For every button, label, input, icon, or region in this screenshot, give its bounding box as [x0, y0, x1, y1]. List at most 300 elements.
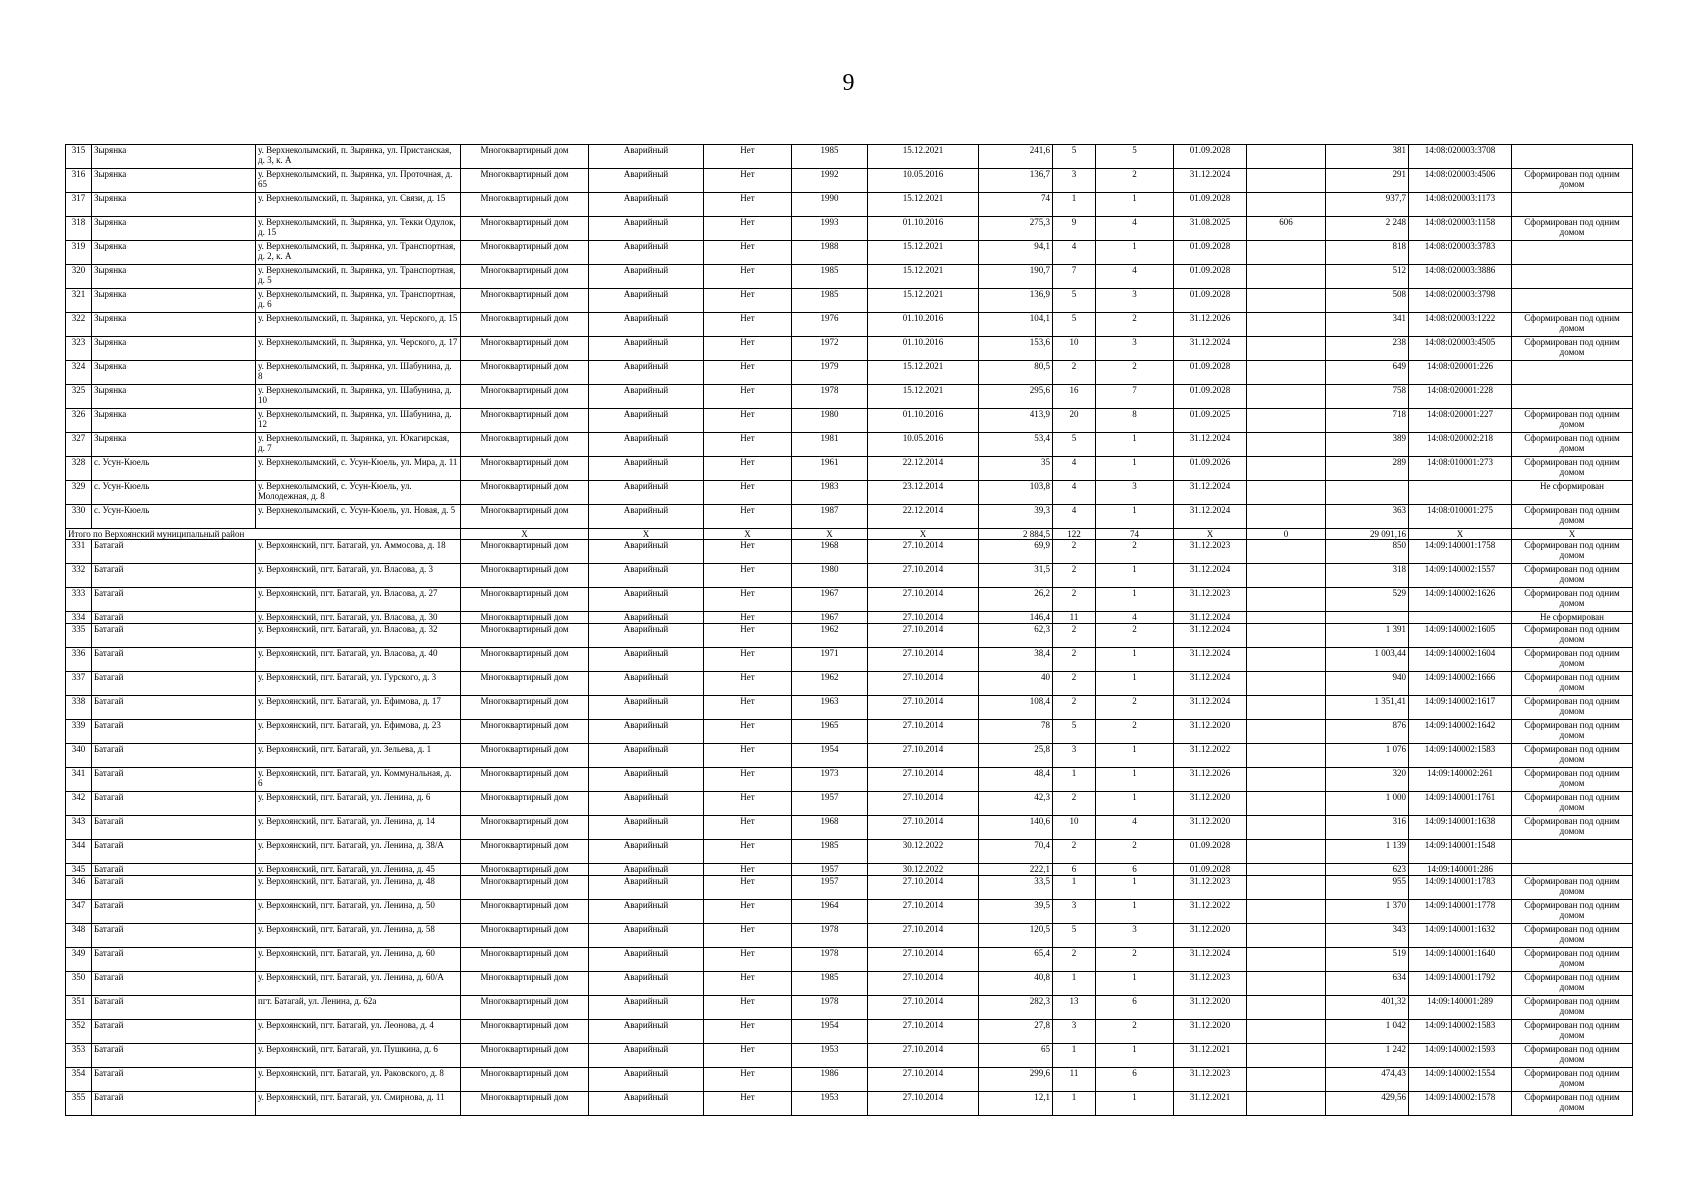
cell-year: 1953: [792, 1044, 868, 1068]
cell-settlement: Зырянка: [92, 433, 256, 457]
cell-deadline: 31.12.2023: [1174, 972, 1247, 996]
cell-flag: Нет: [704, 864, 792, 876]
cell-status: Аварийный: [589, 924, 704, 948]
cell-c2: 4: [1096, 816, 1174, 840]
cell-cadastre: 14:08:010001:275: [1409, 505, 1512, 529]
cell-deadline: 31.12.2024: [1174, 648, 1247, 672]
cell-year: 1976: [792, 313, 868, 337]
cell-num: 353: [66, 1044, 92, 1068]
cell-type: Многоквартирный дом: [461, 924, 589, 948]
cell-area: 65: [979, 1044, 1053, 1068]
cell-cost: 758: [1326, 385, 1409, 409]
cell-cost: 850: [1326, 540, 1409, 564]
cell-type: Многоквартирный дом: [461, 624, 589, 648]
cell-address: у. Верхоянский, пгт. Батагай, ул. Смирнова, д. 11: [256, 1092, 461, 1116]
cell-area: 136,7: [979, 169, 1053, 193]
cell-cadastre: 14:09:140001:289: [1409, 996, 1512, 1020]
cell-address: у. Верхнеколымский, с. Усун-Кюель, ул. Молодежная, д. 8: [256, 481, 461, 505]
cell-extra: [1247, 672, 1326, 696]
cell-note: Сформирован под одним домом: [1512, 672, 1633, 696]
cell-cadastre: 14:09:140001:286: [1409, 864, 1512, 876]
cell-c2: 1: [1096, 876, 1174, 900]
cell-status: Аварийный: [589, 720, 704, 744]
cell-extra: [1247, 876, 1326, 900]
cell-area: 39,3: [979, 505, 1053, 529]
cell-cost: [1326, 612, 1409, 624]
cell-note: [1512, 241, 1633, 265]
cell-address: у. Верхнеколымский, п. Зырянка, ул. Черского, д. 15: [256, 313, 461, 337]
cell-extra: [1247, 361, 1326, 385]
cell-settlement: Зырянка: [92, 169, 256, 193]
cell-date: 27.10.2014: [868, 720, 979, 744]
cell-deadline: 01.09.2028: [1174, 193, 1247, 217]
cell-c2: 1: [1096, 1044, 1174, 1068]
cell-status: Аварийный: [589, 361, 704, 385]
cell-settlement: Батагай: [92, 612, 256, 624]
cell-cost: 1 391: [1326, 624, 1409, 648]
cell-settlement: Зырянка: [92, 241, 256, 265]
cell-status: Аварийный: [589, 540, 704, 564]
cell-deadline: 31.12.2023: [1174, 540, 1247, 564]
cell-year: 1967: [792, 612, 868, 624]
cell-c2: 4: [1096, 217, 1174, 241]
cell-cost: 1 139: [1326, 840, 1409, 864]
cell-c1: 4: [1053, 457, 1096, 481]
cell-cadastre: 14:08:020003:3886: [1409, 265, 1512, 289]
cell-num: 341: [66, 768, 92, 792]
cell-date: 27.10.2014: [868, 1020, 979, 1044]
cell-area: 12,1: [979, 1092, 1053, 1116]
cell-address: у. Верхоянский, пгт. Батагай, ул. Власова, д. 40: [256, 648, 461, 672]
cell-cost: 2 248: [1326, 217, 1409, 241]
cell-address: у. Верхоянский, пгт. Батагай, ул. Коммунальная, д. 6: [256, 768, 461, 792]
cell-type: Многоквартирный дом: [461, 265, 589, 289]
cell-num: 344: [66, 840, 92, 864]
cell-area: 33,5: [979, 876, 1053, 900]
cell-c2: 8: [1096, 409, 1174, 433]
cell-address: у. Верхоянский, пгт. Батагай, ул. Ленина, д. 58: [256, 924, 461, 948]
cell-c1: 2: [1053, 624, 1096, 648]
cell-c1: 20: [1053, 409, 1096, 433]
cell-year: 1985: [792, 840, 868, 864]
cell-extra: [1247, 612, 1326, 624]
total-area: 2 884,5: [979, 529, 1053, 540]
cell-settlement: Зырянка: [92, 145, 256, 169]
cell-area: 38,4: [979, 648, 1053, 672]
cell-deadline: 31.12.2024: [1174, 169, 1247, 193]
cell-year: 1986: [792, 1068, 868, 1092]
cell-c2: 1: [1096, 972, 1174, 996]
cell-settlement: Батагай: [92, 996, 256, 1020]
cell-cost: 649: [1326, 361, 1409, 385]
cell-c2: 7: [1096, 385, 1174, 409]
table-row: [66, 864, 1633, 876]
cell-note: Сформирован под одним домом: [1512, 720, 1633, 744]
cell-area: 94,1: [979, 241, 1053, 265]
cell-date: 01.10.2016: [868, 217, 979, 241]
cell-status: Аварийный: [589, 744, 704, 768]
cell-year: 1980: [792, 409, 868, 433]
cell-flag: Нет: [704, 385, 792, 409]
cell-cost: 1 351,41: [1326, 696, 1409, 720]
cell-address: у. Верхоянский, пгт. Батагай, ул. Ленина, д. 48: [256, 876, 461, 900]
cell-type: Многоквартирный дом: [461, 433, 589, 457]
cell-status: Аварийный: [589, 900, 704, 924]
cell-note: Сформирован под одним домом: [1512, 696, 1633, 720]
cell-status: Аварийный: [589, 217, 704, 241]
cell-flag: Нет: [704, 457, 792, 481]
cell-flag: Нет: [704, 792, 792, 816]
cell-deadline: 31.12.2021: [1174, 1092, 1247, 1116]
cell-flag: Нет: [704, 409, 792, 433]
cell-status: Аварийный: [589, 840, 704, 864]
cell-cost: 341: [1326, 313, 1409, 337]
cell-type: Многоквартирный дом: [461, 564, 589, 588]
cell-num: 318: [66, 217, 92, 241]
cell-deadline: 31.12.2024: [1174, 564, 1247, 588]
cell-year: 1962: [792, 672, 868, 696]
cell-extra: [1247, 996, 1326, 1020]
cell-cost: 718: [1326, 409, 1409, 433]
cell-c1: 2: [1053, 540, 1096, 564]
cell-flag: Нет: [704, 1020, 792, 1044]
cell-flag: Нет: [704, 505, 792, 529]
cell-address: у. Верхоянский, пгт. Батагай, ул. Зельева, д. 1: [256, 744, 461, 768]
cell-cost: 429,56: [1326, 1092, 1409, 1116]
cell-flag: Нет: [704, 624, 792, 648]
cell-extra: [1247, 540, 1326, 564]
cell-num: 342: [66, 792, 92, 816]
cell-date: 01.10.2016: [868, 313, 979, 337]
cell-c1: 11: [1053, 612, 1096, 624]
cell-extra: [1247, 241, 1326, 265]
cell-settlement: Батагай: [92, 672, 256, 696]
total-cadastre: X: [1409, 529, 1512, 540]
table-row: [66, 900, 1633, 924]
cell-area: 48,4: [979, 768, 1053, 792]
cell-cadastre: 14:09:140002:1617: [1409, 696, 1512, 720]
cell-year: 1968: [792, 816, 868, 840]
cell-cadastre: 14:09:140001:1638: [1409, 816, 1512, 840]
cell-c2: 1: [1096, 768, 1174, 792]
cell-cadastre: 14:08:020003:3708: [1409, 145, 1512, 169]
cell-note: Сформирован под одним домом: [1512, 924, 1633, 948]
cell-num: 334: [66, 612, 92, 624]
cell-c1: 3: [1053, 1020, 1096, 1044]
cell-status: Аварийный: [589, 169, 704, 193]
cell-extra: [1247, 289, 1326, 313]
table-row: [66, 948, 1633, 972]
total-extra: 0: [1247, 529, 1326, 540]
cell-cadastre: 14:09:140001:1758: [1409, 540, 1512, 564]
cell-c2: 2: [1096, 696, 1174, 720]
cell-c1: 5: [1053, 433, 1096, 457]
cell-type: Многоквартирный дом: [461, 900, 589, 924]
cell-status: Аварийный: [589, 1044, 704, 1068]
table-total-section: [66, 529, 1633, 540]
cell-status: Аварийный: [589, 1068, 704, 1092]
cell-deadline: 01.09.2025: [1174, 409, 1247, 433]
cell-c1: 2: [1053, 564, 1096, 588]
cell-c2: 2: [1096, 361, 1174, 385]
cell-address: у. Верхоянский, пгт. Батагай, ул. Ленина, д. 6: [256, 792, 461, 816]
total-c1: 122: [1053, 529, 1096, 540]
cell-c1: 4: [1053, 481, 1096, 505]
cell-status: Аварийный: [589, 948, 704, 972]
cell-area: 27,8: [979, 1020, 1053, 1044]
cell-address: у. Верхнеколымский, п. Зырянка, ул. Текки Одулок, д. 15: [256, 217, 461, 241]
cell-flag: Нет: [704, 972, 792, 996]
table-row: [66, 1020, 1633, 1044]
cell-area: 53,4: [979, 433, 1053, 457]
cell-cadastre: 14:09:140002:1583: [1409, 1020, 1512, 1044]
cell-address: у. Верхнеколымский, п. Зырянка, ул. Транспортная, д. 5: [256, 265, 461, 289]
cell-year: 1964: [792, 900, 868, 924]
cell-type: Многоквартирный дом: [461, 864, 589, 876]
cell-cost: 289: [1326, 457, 1409, 481]
cell-date: 22.12.2014: [868, 457, 979, 481]
cell-address: у. Верхнеколымский, п. Зырянка, ул. Связи, д. 15: [256, 193, 461, 217]
cell-cost: 401,32: [1326, 996, 1409, 1020]
cell-c1: 5: [1053, 145, 1096, 169]
table-row: [66, 720, 1633, 744]
cell-c2: 1: [1096, 193, 1174, 217]
cell-area: 42,3: [979, 792, 1053, 816]
cell-area: 275,3: [979, 217, 1053, 241]
cell-deadline: 31.12.2020: [1174, 1020, 1247, 1044]
cell-extra: [1247, 924, 1326, 948]
cell-flag: Нет: [704, 1044, 792, 1068]
cell-address: у. Верхоянский, пгт. Батагай, ул. Ленина, д. 38/А: [256, 840, 461, 864]
cell-cadastre: 14:09:140001:1548: [1409, 840, 1512, 864]
cell-cost: 529: [1326, 588, 1409, 612]
cell-status: Аварийный: [589, 481, 704, 505]
cell-status: Аварийный: [589, 588, 704, 612]
cell-status: Аварийный: [589, 289, 704, 313]
cell-note: [1512, 145, 1633, 169]
table-row: [66, 696, 1633, 720]
cell-cadastre: 14:09:140002:1557: [1409, 564, 1512, 588]
cell-type: Многоквартирный дом: [461, 409, 589, 433]
cell-note: [1512, 864, 1633, 876]
cell-area: 40: [979, 672, 1053, 696]
cell-type: Многоквартирный дом: [461, 588, 589, 612]
cell-area: 222,1: [979, 864, 1053, 876]
cell-num: 320: [66, 265, 92, 289]
total-cost: 29 091,16: [1326, 529, 1409, 540]
cell-type: Многоквартирный дом: [461, 1020, 589, 1044]
cell-flag: Нет: [704, 744, 792, 768]
cell-note: Сформирован под одним домом: [1512, 816, 1633, 840]
total-status: X: [589, 529, 704, 540]
cell-note: Сформирован под одним домом: [1512, 169, 1633, 193]
cell-cost: 1 242: [1326, 1044, 1409, 1068]
cell-address: у. Верхнеколымский, п. Зырянка, ул. Проточная, д. 65: [256, 169, 461, 193]
table-row: [66, 193, 1633, 217]
cell-note: Сформирован под одним домом: [1512, 948, 1633, 972]
cell-deadline: 31.12.2026: [1174, 768, 1247, 792]
cell-type: Многоквартирный дом: [461, 792, 589, 816]
cell-year: 1953: [792, 1092, 868, 1116]
cell-date: 30.12.2022: [868, 864, 979, 876]
cell-extra: [1247, 457, 1326, 481]
cell-type: Многоквартирный дом: [461, 672, 589, 696]
cell-type: Многоквартирный дом: [461, 217, 589, 241]
cell-address: у. Верхнеколымский, п. Зырянка, ул. Транспортная, д. 2, к. А: [256, 241, 461, 265]
cell-year: 1993: [792, 217, 868, 241]
table-row: [66, 409, 1633, 433]
cell-address: у. Верхоянский, пгт. Батагай, ул. Власова, д. 27: [256, 588, 461, 612]
cell-c2: 2: [1096, 540, 1174, 564]
cell-num: 345: [66, 864, 92, 876]
cell-settlement: с. Усун-Кюель: [92, 481, 256, 505]
cell-address: у. Верхоянский, пгт. Батагай, ул. Ленина, д. 60/А: [256, 972, 461, 996]
cell-extra: [1247, 193, 1326, 217]
cell-settlement: Батагай: [92, 816, 256, 840]
cell-cadastre: 14:08:020001:226: [1409, 361, 1512, 385]
cell-address: у. Верхнеколымский, п. Зырянка, ул. Юкагирская, д. 7: [256, 433, 461, 457]
cell-c1: 10: [1053, 816, 1096, 840]
cell-note: Сформирован под одним домом: [1512, 768, 1633, 792]
cell-address: у. Верхнеколымский, с. Усун-Кюель, ул. Мира, д. 11: [256, 457, 461, 481]
cell-num: 321: [66, 289, 92, 313]
table-row: [66, 1068, 1633, 1092]
cell-area: 35: [979, 457, 1053, 481]
cell-cost: 876: [1326, 720, 1409, 744]
cell-deadline: 31.12.2020: [1174, 996, 1247, 1020]
cell-extra: [1247, 1020, 1326, 1044]
total-year: X: [792, 529, 868, 540]
cell-settlement: Батагай: [92, 792, 256, 816]
cell-c2: 6: [1096, 864, 1174, 876]
cell-type: Многоквартирный дом: [461, 612, 589, 624]
cell-year: 1957: [792, 864, 868, 876]
cell-area: 153,6: [979, 337, 1053, 361]
cell-note: Сформирован под одним домом: [1512, 648, 1633, 672]
cell-extra: 606: [1247, 217, 1326, 241]
cell-flag: Нет: [704, 193, 792, 217]
cell-address: у. Верхнеколымский, п. Зырянка, ул. Шабунина, д. 10: [256, 385, 461, 409]
cell-note: Сформирован под одним домом: [1512, 457, 1633, 481]
page-number: 9: [842, 70, 855, 96]
cell-settlement: с. Усун-Кюель: [92, 505, 256, 529]
cell-deadline: 01.09.2028: [1174, 864, 1247, 876]
cell-cost: 318: [1326, 564, 1409, 588]
cell-year: 1973: [792, 768, 868, 792]
table-row: [66, 433, 1633, 457]
cell-area: 140,6: [979, 816, 1053, 840]
cell-date: 10.05.2016: [868, 433, 979, 457]
cell-deadline: 31.12.2024: [1174, 624, 1247, 648]
cell-settlement: Батагай: [92, 972, 256, 996]
cell-type: Многоквартирный дом: [461, 816, 589, 840]
cell-type: Многоквартирный дом: [461, 768, 589, 792]
cell-status: Аварийный: [589, 265, 704, 289]
cell-status: Аварийный: [589, 792, 704, 816]
cell-type: Многоквартирный дом: [461, 193, 589, 217]
cell-settlement: Батагай: [92, 696, 256, 720]
cell-settlement: Батагай: [92, 948, 256, 972]
cell-address: у. Верхоянский, пгт. Батагай, ул. Ефимова, д. 23: [256, 720, 461, 744]
cell-deadline: 31.12.2024: [1174, 696, 1247, 720]
cell-cadastre: [1409, 481, 1512, 505]
cell-year: 1954: [792, 1020, 868, 1044]
cell-c2: 1: [1096, 672, 1174, 696]
table-row: [66, 924, 1633, 948]
cell-extra: [1247, 481, 1326, 505]
cell-c1: 11: [1053, 1068, 1096, 1092]
cell-area: 413,9: [979, 409, 1053, 433]
cell-settlement: Зырянка: [92, 361, 256, 385]
cell-area: 146,4: [979, 612, 1053, 624]
cell-settlement: Зырянка: [92, 385, 256, 409]
cell-flag: Нет: [704, 948, 792, 972]
cell-c1: 1: [1053, 1092, 1096, 1116]
cell-c2: 1: [1096, 648, 1174, 672]
cell-extra: [1247, 1044, 1326, 1068]
cell-year: 1990: [792, 193, 868, 217]
cell-cadastre: 14:08:020003:4506: [1409, 169, 1512, 193]
cell-c2: 1: [1096, 900, 1174, 924]
cell-year: 1985: [792, 972, 868, 996]
cell-num: 329: [66, 481, 92, 505]
cell-note: Не сформирован: [1512, 612, 1633, 624]
cell-c1: 3: [1053, 169, 1096, 193]
cell-settlement: Зырянка: [92, 289, 256, 313]
cell-extra: [1247, 145, 1326, 169]
cell-date: 15.12.2021: [868, 289, 979, 313]
cell-note: [1512, 193, 1633, 217]
cell-note: [1512, 840, 1633, 864]
cell-date: 10.05.2016: [868, 169, 979, 193]
cell-note: Сформирован под одним домом: [1512, 624, 1633, 648]
cell-num: 330: [66, 505, 92, 529]
table-row: [66, 1092, 1633, 1116]
cell-status: Аварийный: [589, 385, 704, 409]
cell-date: 27.10.2014: [868, 972, 979, 996]
cell-deadline: 31.12.2022: [1174, 900, 1247, 924]
cell-num: 328: [66, 457, 92, 481]
cell-address: у. Верхоянский, пгт. Батагай, ул. Раковского, д. 8: [256, 1068, 461, 1092]
cell-type: Многоквартирный дом: [461, 972, 589, 996]
cell-num: 325: [66, 385, 92, 409]
cell-note: [1512, 289, 1633, 313]
cell-area: 241,6: [979, 145, 1053, 169]
cell-area: 282,3: [979, 996, 1053, 1020]
cell-note: Сформирован под одним домом: [1512, 876, 1633, 900]
table-row: [66, 505, 1633, 529]
cell-deadline: 01.09.2026: [1174, 457, 1247, 481]
cell-c1: 2: [1053, 948, 1096, 972]
cell-type: Многоквартирный дом: [461, 337, 589, 361]
cell-num: 335: [66, 624, 92, 648]
cell-note: Сформирован под одним домом: [1512, 217, 1633, 241]
cell-status: Аварийный: [589, 768, 704, 792]
cell-status: Аварийный: [589, 193, 704, 217]
cell-date: 27.10.2014: [868, 816, 979, 840]
cell-cadastre: 14:09:140001:1792: [1409, 972, 1512, 996]
cell-flag: Нет: [704, 1068, 792, 1092]
cell-note: Сформирован под одним домом: [1512, 505, 1633, 529]
cell-flag: Нет: [704, 1092, 792, 1116]
cell-cadastre: 14:08:020003:1222: [1409, 313, 1512, 337]
cell-cadastre: 14:08:020003:3783: [1409, 241, 1512, 265]
cell-c2: 3: [1096, 481, 1174, 505]
cell-c1: 5: [1053, 313, 1096, 337]
cell-note: Сформирован под одним домом: [1512, 313, 1633, 337]
table-row: [66, 540, 1633, 564]
cell-c2: 2: [1096, 313, 1174, 337]
